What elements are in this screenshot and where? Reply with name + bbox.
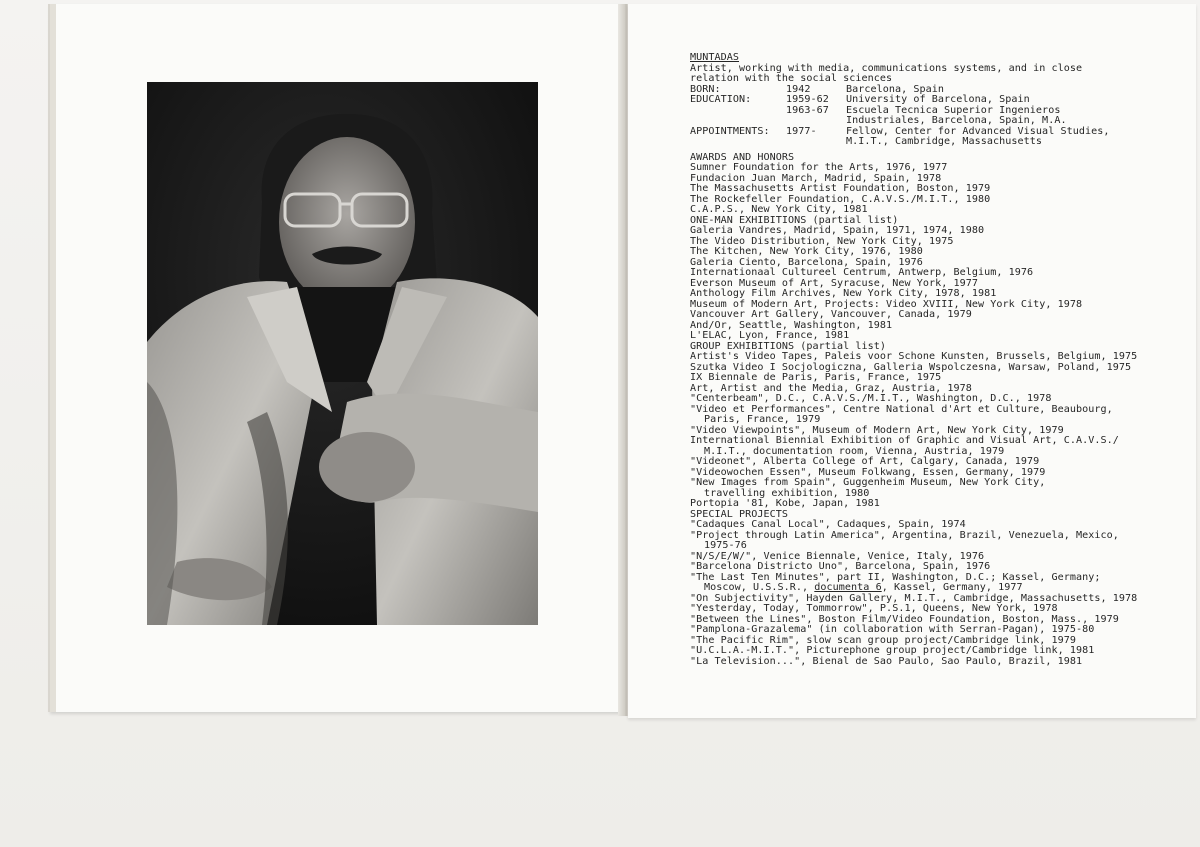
bio-row: M.I.T., Cambridge, Massachusetts: [846, 136, 1043, 147]
text-run: Moscow, U.S.S.R.,: [704, 582, 815, 593]
bio-row: APPOINTMENTS: 1977- Fellow, Center for Advanced Visual Studies,: [690, 125, 1110, 137]
list-item-continuation: 1975-76: [704, 540, 747, 551]
list-item: "Video et Performances", Centre National d'Art et Culture, Beaubourg,: [690, 403, 1113, 415]
description-line: Artist, working with media, communications systems, and in close: [690, 62, 1083, 74]
list-item-continuation: travelling exhibition, 1980: [704, 487, 870, 499]
list-item: Portopia '81, Kobe, Japan, 1981: [690, 498, 880, 509]
list-item: Everson Museum of Art, Syracuse, New York, 1977: [690, 277, 978, 289]
list-item: "Pamplona-Grazalema" (in collaboration with Serran-Pagan), 1975-80: [690, 624, 1095, 635]
list-item-continuation: Paris, France, 1979: [704, 414, 821, 425]
bio-row: Industriales, Barcelona, Spain, M.A.: [846, 115, 1067, 126]
list-item: "La Television...", Bienal de Sao Paulo, Sao Paulo, Brazil, 1981: [690, 655, 1083, 667]
bio-row: 1963-67 Escuela Tecnica Superior Ingenieros: [786, 104, 1061, 116]
underlined-title: documenta 6: [814, 582, 882, 593]
list-item: "Between the Lines", Boston Film/Video Foundation, Boston, Mass., 1979: [690, 613, 1119, 625]
list-item: "The Last Ten Minutes", part II, Washington, D.C.; Kassel, Germany;: [690, 571, 1101, 583]
list-item: Museum of Modern Art, Projects: Video XVIII, New York City, 1978: [690, 298, 1083, 310]
list-item: Vancouver Art Gallery, Vancouver, Canada, 1979: [690, 309, 972, 320]
list-item: "Videonet", Alberta College of Art, Calgary, Canada, 1979: [690, 456, 1040, 467]
text-run: , Kassel, Germany, 1977: [881, 582, 1023, 593]
bio-row: EDUCATION: 1959-62 University of Barcelona, Spain: [690, 94, 1030, 105]
list-item: IX Biennale de Paris, Paris, France, 1975: [690, 372, 942, 383]
list-item: Galeria Ciento, Barcelona, Spain, 1976: [690, 256, 923, 268]
list-item: "U.C.L.A.-M.I.T.", Picturephone group project/Cambridge link, 1981: [690, 645, 1095, 656]
list-item: Sumner Foundation for the Arts, 1976, 1977: [690, 162, 948, 173]
list-item: The Kitchen, New York City, 1976, 1980: [690, 246, 923, 257]
list-item: Fundacion Juan March, Madrid, Spain, 1978: [690, 172, 942, 184]
list-item: C.A.P.S., New York City, 1981: [690, 204, 868, 215]
list-item: The Video Distribution, New York City, 1975: [690, 235, 954, 247]
list-item: Szutka Video I Socjologiczna, Galleria Wspolczesna, Warsaw, Poland, 1975: [690, 361, 1132, 373]
list-item-continuation: [690, 583, 1170, 594]
list-item: Anthology Film Archives, New York City, 1978, 1981: [690, 288, 997, 299]
list-item: "The Pacific Rim", slow scan group project/Cambridge link, 1979: [690, 634, 1076, 646]
artist-name: MUNTADAS: [690, 52, 740, 63]
list-item: International Biennial Exhibition of Graphic and Visual Art, C.A.V.S./: [690, 435, 1119, 446]
list-item: "N/S/E/W/", Venice Biennale, Venice, Italy, 1976: [690, 550, 985, 562]
list-item: The Massachusetts Artist Foundation, Boston, 1979: [690, 183, 991, 194]
section-heading: ONE-MAN EXHIBITIONS (partial list): [690, 214, 899, 226]
list-item: "Videowochen Essen", Museum Folkwang, Essen, Germany, 1979: [690, 466, 1046, 478]
list-item: "Yesterday, Today, Tommorrow", P.S.1, Queens, New York, 1978: [690, 603, 1058, 614]
list-item: The Rockefeller Foundation, C.A.V.S./M.I.T., 1980: [690, 193, 991, 205]
list-item: Galeria Vandres, Madrid, Spain, 1971, 1974, 1980: [690, 225, 985, 236]
portrait-photo: [147, 82, 538, 625]
biography-text: [690, 53, 1170, 667]
list-item-continuation: M.I.T., documentation room, Vienna, Austria, 1979: [704, 445, 1005, 457]
list-item: "On Subjectivity", Hayden Gallery, M.I.T., Cambridge, Massachusetts, 1978: [690, 592, 1138, 604]
list-item: "Barcelona Districto Uno", Barcelona, Spain, 1976: [690, 561, 991, 572]
list-item: "Centerbeam", D.C., C.A.V.S./M.I.T., Washington, D.C., 1978: [690, 393, 1052, 404]
description-line: relation with the social sciences: [690, 73, 893, 84]
list-item: "Video Viewpoints", Museum of Modern Art, New York City, 1979: [690, 424, 1064, 436]
list-item: And/Or, Seattle, Washington, 1981: [690, 319, 893, 331]
list-item: "New Images from Spain", Guggenheim Museum, New York City,: [690, 477, 1046, 488]
section-heading: AWARDS AND HONORS: [690, 151, 795, 163]
bio-row: BORN: 1942 Barcelona, Spain: [690, 83, 945, 95]
list-item: Internationaal Cultureel Centrum, Antwerp, Belgium, 1976: [690, 267, 1034, 278]
list-item: "Cadaques Canal Local", Cadaques, Spain, 1974: [690, 519, 966, 530]
section-heading: SPECIAL PROJECTS: [690, 508, 789, 520]
list-item: "Project through Latin America", Argentina, Brazil, Venezuela, Mexico,: [690, 529, 1119, 541]
list-item: Artist's Video Tapes, Paleis voor Schone Kunsten, Brussels, Belgium, 1975: [690, 351, 1138, 362]
list-item: L'ELAC, Lyon, France, 1981: [690, 330, 850, 341]
list-item: Art, Artist and the Media, Graz, Austria, 1978: [690, 382, 972, 394]
section-heading: GROUP EXHIBITIONS (partial list): [690, 340, 887, 352]
